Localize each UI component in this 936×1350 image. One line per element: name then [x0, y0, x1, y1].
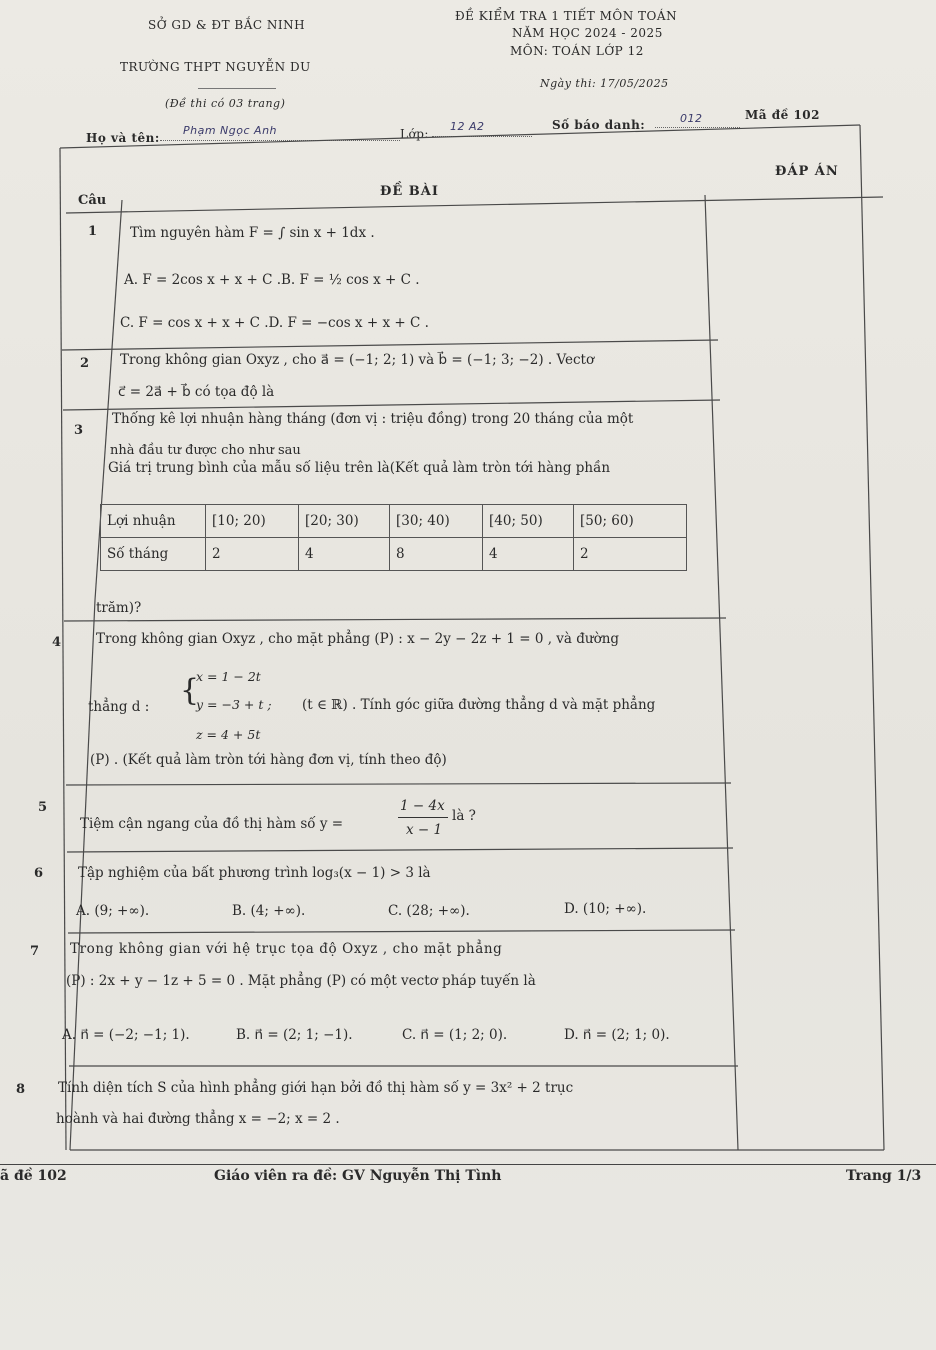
footer-rule [0, 1164, 936, 1165]
table-cell: [50; 60) [574, 505, 687, 538]
footer-teacher: Giáo viên ra đề: GV Nguyễn Thị Tình [214, 1168, 502, 1184]
q6-text: Tập nghiệm của bất phương trình log₃(x − 1) > 3 là [78, 865, 431, 881]
q2-number: 2 [80, 356, 90, 371]
department-name: SỞ GD & ĐT BẮC NINH [148, 18, 306, 32]
q8-number: 8 [16, 1082, 26, 1097]
q7-option-c: C. n⃗ = (1; 2; 0). [402, 1027, 508, 1043]
q2-line2: c⃗ = 2a⃗ + b⃗ có tọa độ là [118, 384, 275, 400]
school-year: NĂM HỌC 2024 - 2025 [512, 26, 663, 40]
q5-numerator: 1 − 4x [400, 798, 445, 814]
q6-option-d: D. (10; +∞). [564, 901, 647, 917]
q5-number: 5 [38, 800, 48, 815]
q3-line4: trăm)? [96, 600, 142, 616]
pages-note: (Đề thi có 03 trang) [165, 97, 286, 110]
footer-page-number: Trang 1/3 [846, 1168, 922, 1184]
subject-line: MÔN: TOÁN LỚP 12 [510, 44, 644, 58]
table-cell: 8 [390, 538, 483, 571]
exam-date: Ngày thi: 17/05/2025 [540, 77, 669, 90]
q6-option-b: B. (4; +∞). [232, 903, 306, 919]
id-label: Số báo danh: [552, 118, 646, 132]
q3-line2: nhà đầu tư được cho như sau [110, 443, 301, 458]
q3-number: 3 [74, 423, 84, 438]
name-value: Phạm Ngọc Anh [183, 124, 278, 137]
q7-option-a: A. n⃗ = (−2; −1; 1). [62, 1027, 190, 1043]
q3-data-table [100, 504, 687, 571]
q3-line3: Giá trị trung bình của mẫu số liệu trên là(Kết quả làm tròn tới hàng phần [108, 460, 611, 476]
q4-brace: { [180, 673, 200, 708]
q7-text: Trong không gian với hệ trục tọa độ Oxyz , cho mặt phẳng [70, 941, 503, 957]
table-cell: 2 [574, 538, 687, 571]
footer-exam-code: ã đề 102 [0, 1168, 67, 1184]
table-row [101, 538, 687, 571]
table-cell: 4 [483, 538, 574, 571]
table-cell: [10; 20) [206, 505, 299, 538]
q1-text: Tìm nguyên hàm F = ∫ sin x + 1dx . [130, 225, 375, 241]
q1-number: 1 [88, 224, 98, 239]
q4-sys1: x = 1 − 2t [196, 669, 261, 684]
q4-line2a: thẳng d : [88, 699, 150, 715]
class-label: Lớp: [400, 127, 429, 141]
q4-line3: (P) . (Kết quả làm tròn tới hàng đơn vị, tính theo độ) [90, 752, 447, 768]
table-cell: 2 [206, 538, 299, 571]
q4-sys3: z = 4 + 5t [196, 727, 261, 742]
table-cell: [40; 50) [483, 505, 574, 538]
q6-number: 6 [34, 866, 44, 881]
class-value: 12 A2 [450, 120, 485, 133]
q7-option-d: D. n⃗ = (2; 1; 0). [564, 1027, 670, 1043]
q5-text-a: Tiệm cận ngang của đồ thị hàm số y = [80, 816, 344, 832]
q8-line2: hoành và hai đường thẳng x = −2; x = 2 . [56, 1111, 340, 1127]
q4-line2b: (t ∈ ℝ) . Tính góc giữa đường thẳng d và mặt phẳng [302, 697, 656, 713]
q7-number: 7 [30, 944, 40, 959]
q6-option-a: A. (9; +∞). [76, 903, 150, 919]
q7-option-b: B. n⃗ = (2; 1; −1). [236, 1027, 353, 1043]
header-question: Câu [78, 193, 107, 208]
id-value: 012 [680, 112, 703, 125]
q8-text: Tính diện tích S của hình phẳng giới hạn bởi đồ thị hàm số y = 3x² + 2 trục [58, 1080, 574, 1096]
q1-options-ab: A. F = 2cos x + x + C .B. F = ½ cos x + C . [124, 272, 420, 288]
exam-title: ĐỀ KIỂM TRA 1 TIẾT MÔN TOÁN [455, 9, 678, 23]
q4-number: 4 [52, 635, 62, 650]
table-cell: Lợi nhuận [101, 505, 206, 538]
q4-sys2: y = −3 + t ; [196, 697, 272, 712]
q5-denominator: x − 1 [406, 822, 443, 838]
header-answer: ĐÁP ÁN [775, 164, 839, 179]
school-name: TRƯỜNG THPT NGUYỄN DU [120, 60, 311, 74]
table-cell: [30; 40) [390, 505, 483, 538]
q1-options-cd: C. F = cos x + x + C .D. F = −cos x + x + C . [120, 315, 429, 331]
table-cell: 4 [299, 538, 390, 571]
q2-text: Trong không gian Oxyz , cho a⃗ = (−1; 2; 1) và b⃗ = (−1; 3; −2) . Vectơ [120, 352, 595, 368]
q5-text-b: là ? [452, 808, 476, 824]
q3-text: Thống kê lợi nhuận hàng tháng (đơn vị : triệu đồng) trong 20 tháng của một [112, 411, 634, 427]
q7-line2: (P) : 2x + y − 1z + 5 = 0 . Mặt phẳng (P) có một vectơ pháp tuyến là [66, 973, 536, 989]
name-label: Họ và tên: [86, 131, 160, 145]
header-problem: ĐỀ BÀI [380, 184, 439, 199]
exam-code: Mã đề 102 [745, 108, 820, 122]
q4-text: Trong không gian Oxyz , cho mặt phẳng (P) : x − 2y − 2z + 1 = 0 , và đường [96, 631, 620, 647]
table-cell: [20; 30) [299, 505, 390, 538]
table-cell: Số tháng [101, 538, 206, 571]
table-row [101, 505, 687, 538]
q5-fraction-bar [398, 817, 448, 818]
q6-option-c: C. (28; +∞). [388, 903, 470, 919]
